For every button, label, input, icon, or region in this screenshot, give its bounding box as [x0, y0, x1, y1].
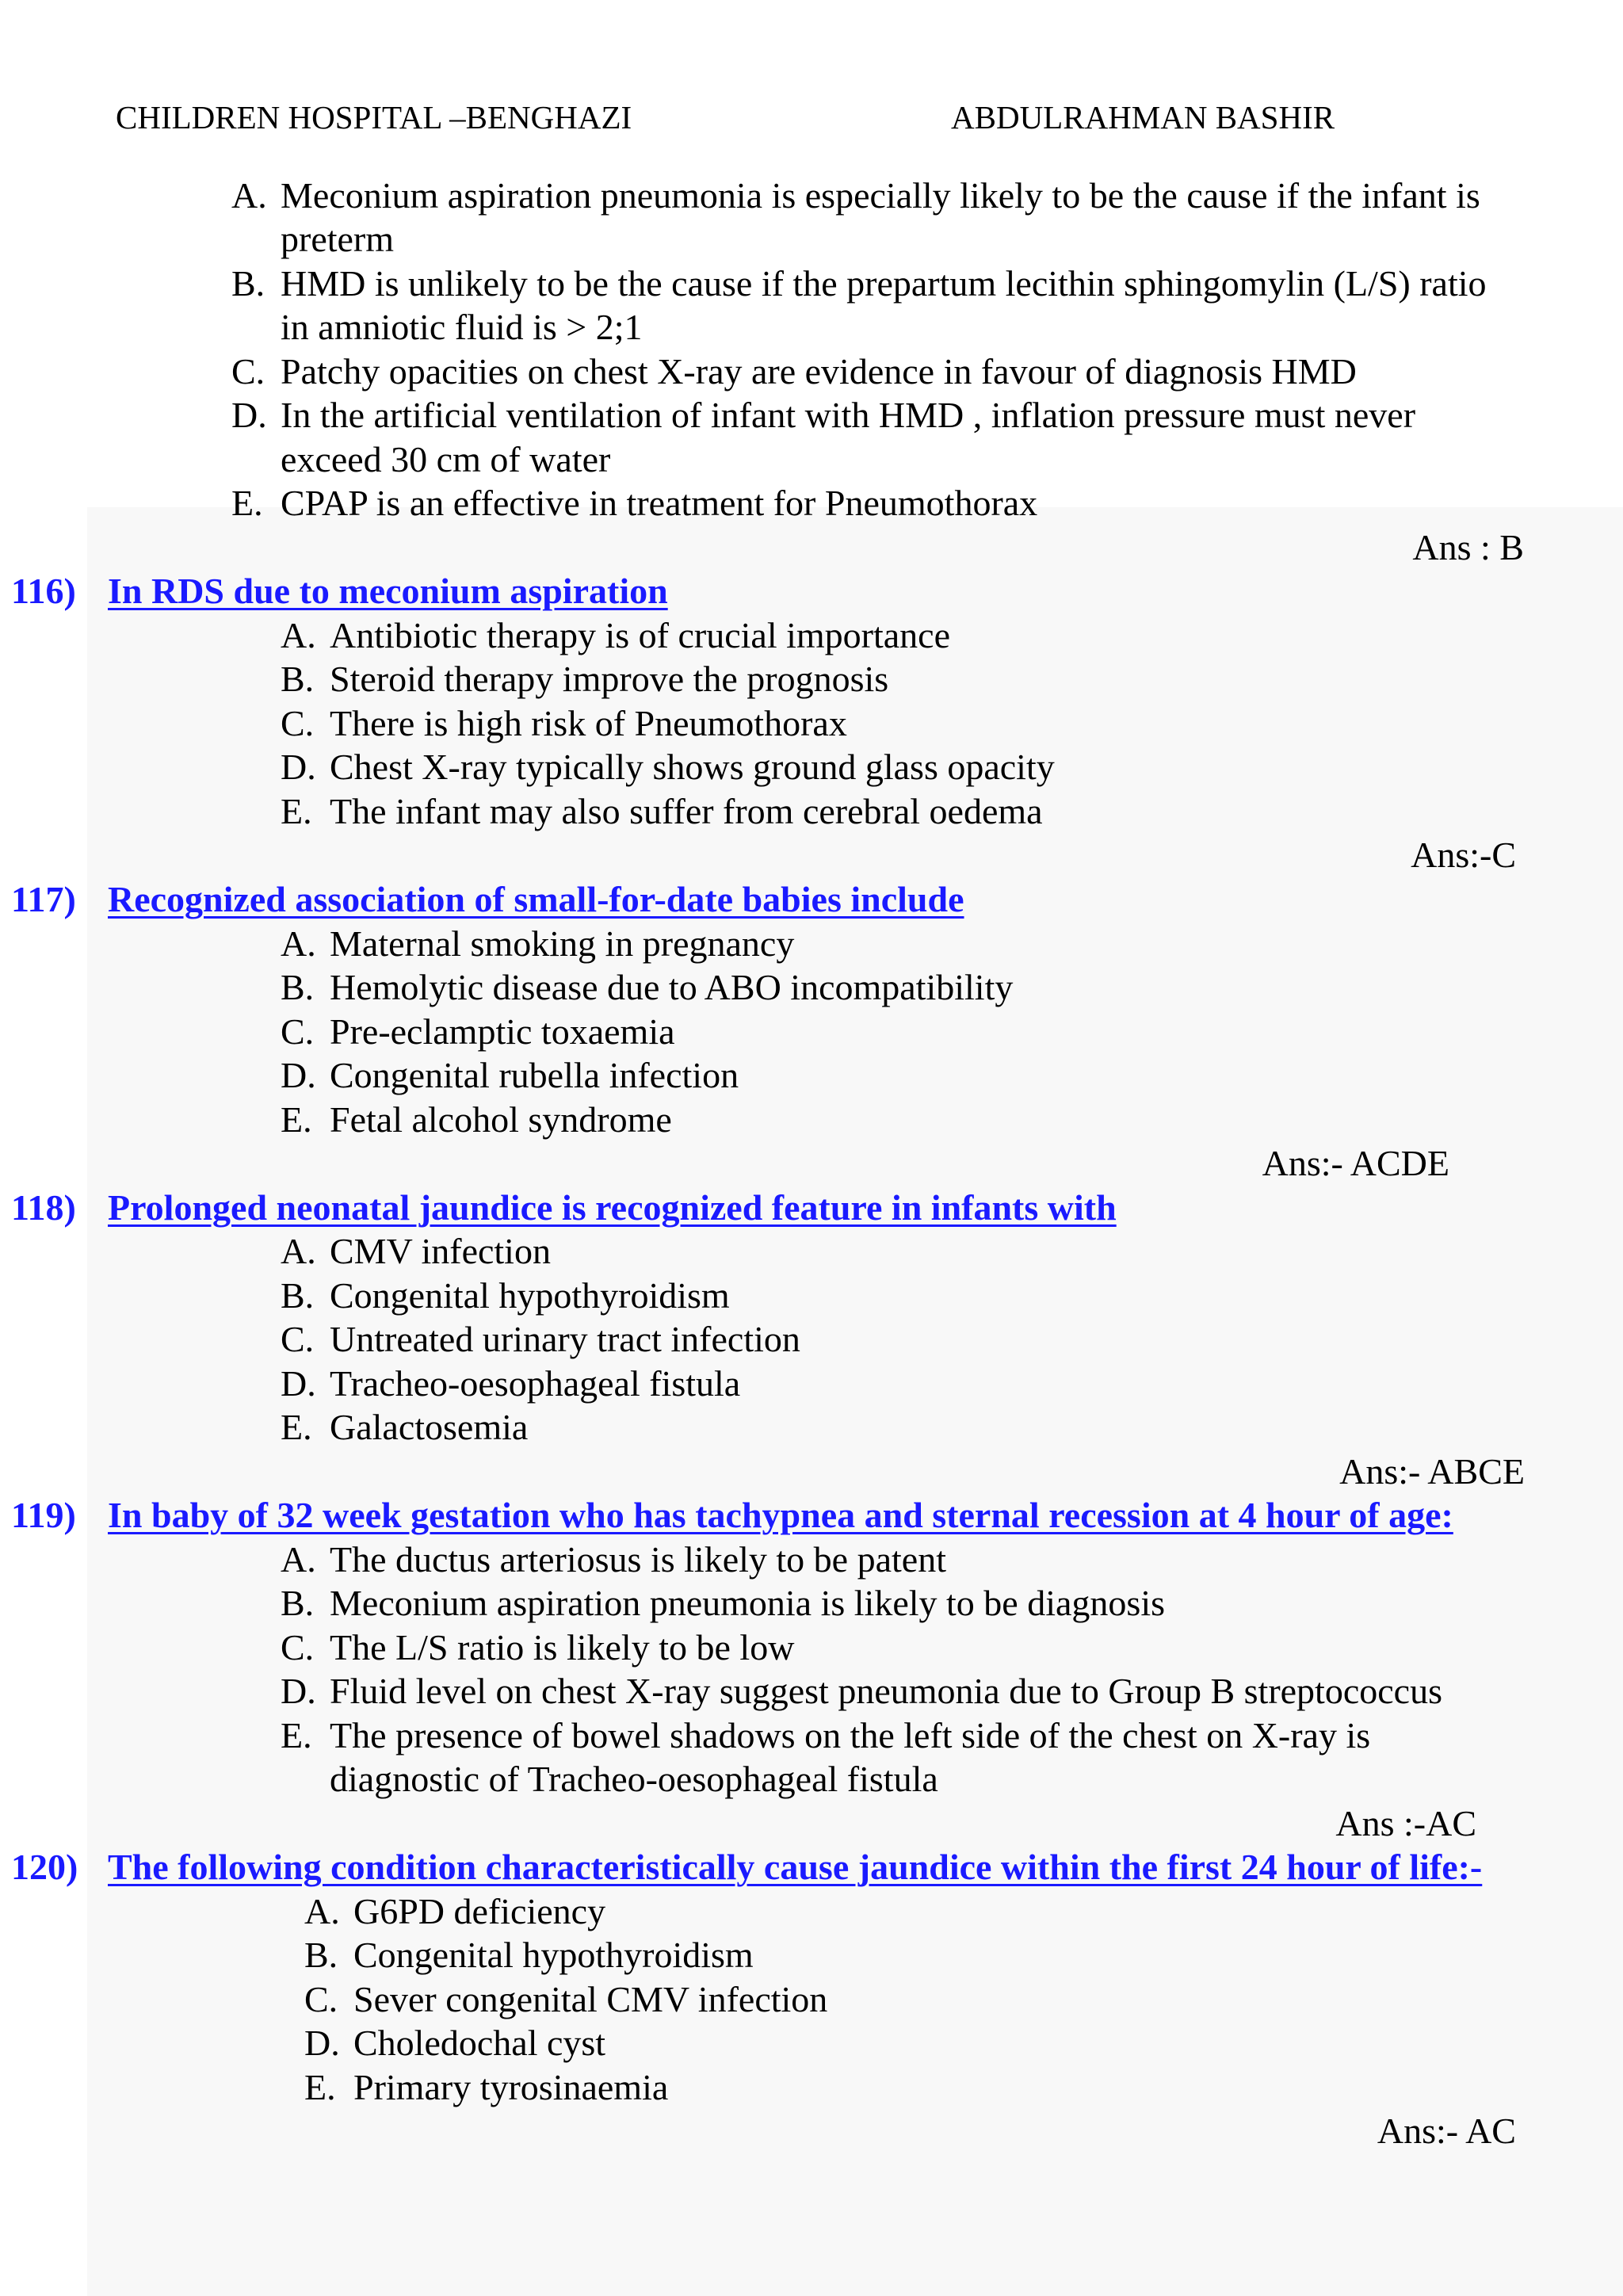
question-number: 120)	[11, 1847, 78, 1887]
option-text: The presence of bowel shadows on the left side of the chest on X-ray is	[330, 1715, 1371, 1755]
option-c	[281, 1010, 675, 1053]
answer-text: Ans :-AC	[1335, 1803, 1476, 1843]
option-text: The infant may also suffer from cerebral oedema	[330, 791, 1043, 831]
option-e	[281, 1405, 528, 1449]
option-letter: C.	[281, 703, 315, 743]
question-number: 118)	[11, 1187, 76, 1228]
option-text: The ductus arteriosus is likely to be patent	[330, 1539, 946, 1580]
option-letter: B.	[281, 659, 315, 699]
question-title: In RDS due to meconium aspiration	[108, 571, 668, 611]
option-b	[304, 1933, 754, 1977]
option-text: Patchy opacities on chest X-ray are evidence in favour of diagnosis HMD	[281, 351, 1357, 392]
option-letter: B.	[231, 263, 265, 304]
option-d	[281, 1053, 739, 1097]
option-e	[281, 1098, 672, 1141]
option-letter: E.	[304, 2067, 336, 2107]
option-text: Primary tyrosinaemia	[353, 2067, 669, 2107]
option-text: Galactosemia	[330, 1407, 529, 1447]
option-text: Meconium aspiration pneumonia is likely to be diagnosis	[330, 1583, 1166, 1623]
option-text: CPAP is an effective in treatment for Pneumothorax	[281, 483, 1038, 523]
option-text: Maternal smoking in pregnancy	[330, 923, 795, 964]
option-a	[281, 1538, 946, 1581]
option-letter: D.	[281, 1055, 316, 1095]
question-number: 117)	[11, 879, 76, 919]
option-letter: E.	[281, 1407, 312, 1447]
option-c	[281, 1626, 794, 1669]
option-letter: D.	[304, 2023, 340, 2063]
option-a	[281, 1229, 551, 1273]
option-text: Congenital hypothyroidism	[330, 1275, 730, 1316]
option-text: Hemolytic disease due to ABO incompatibility	[330, 967, 1014, 1007]
option-e	[281, 789, 1043, 833]
option-letter: A.	[281, 615, 316, 655]
option-text: Meconium aspiration pneumonia is especially likely to be the cause if the infant is	[281, 175, 1480, 216]
option-c	[281, 1317, 800, 1361]
option-text: Fluid level on chest X-ray suggest pneumonia due to Group B streptococcus	[330, 1671, 1442, 1711]
option-text: Steroid therapy improve the prognosis	[330, 659, 889, 699]
option-d	[304, 2021, 605, 2065]
option-letter: C.	[281, 1627, 315, 1668]
option-d	[281, 1362, 740, 1405]
question-title: The following condition characteristically cause jaundice within the first 24 hour of life:-	[108, 1847, 1483, 1887]
option-a	[231, 174, 1480, 217]
option-c	[231, 350, 1357, 393]
option-e	[281, 1713, 1370, 1757]
option-text: HMD is unlikely to be the cause if the prepartum lecithin sphingomylin (L/S) ratio	[281, 263, 1487, 304]
option-text: Congenital rubella infection	[330, 1055, 739, 1095]
option-continuation: in amniotic fluid is > 2;1	[281, 307, 643, 347]
option-text: Chest X-ray typically shows ground glass opacity	[330, 747, 1055, 787]
option-letter: D.	[281, 747, 316, 787]
option-e	[231, 481, 1037, 525]
option-text: Antibiotic therapy is of crucial importance	[330, 615, 951, 655]
option-text: Fetal alcohol syndrome	[330, 1099, 672, 1140]
option-e	[304, 2065, 668, 2109]
option-letter: B.	[281, 1583, 315, 1623]
option-b	[281, 965, 1013, 1009]
option-continuation: diagnostic of Tracheo-oesophageal fistula	[330, 1759, 938, 1799]
header-author: ABDULRAHMAN BASHIR	[951, 99, 1335, 136]
option-c	[304, 1977, 827, 2021]
option-continuation: exceed 30 cm of water	[281, 439, 611, 479]
answer-text: Ans:- ACDE	[1262, 1143, 1449, 1183]
option-d	[281, 745, 1055, 789]
option-text: Tracheo-oesophageal fistula	[330, 1363, 741, 1404]
option-text: The L/S ratio is likely to be low	[330, 1627, 795, 1668]
answer-text: Ans:- ABCE	[1339, 1451, 1525, 1492]
option-letter: D.	[281, 1671, 316, 1711]
option-b	[281, 657, 888, 701]
option-letter: A.	[231, 175, 267, 216]
question-number: 119)	[11, 1495, 76, 1535]
option-text: There is high risk of Pneumothorax	[330, 703, 847, 743]
option-b	[231, 262, 1487, 305]
option-letter: C.	[281, 1011, 315, 1052]
option-a	[281, 613, 950, 657]
option-a	[304, 1889, 605, 1933]
option-letter: B.	[304, 1935, 338, 1975]
option-d	[231, 393, 1415, 437]
option-b	[281, 1581, 1165, 1625]
option-text: Sever congenital CMV infection	[353, 1979, 828, 2019]
option-letter: E.	[281, 1715, 312, 1755]
option-text: G6PD deficiency	[353, 1891, 606, 1931]
option-letter: E.	[281, 791, 312, 831]
option-text: CMV infection	[330, 1231, 551, 1271]
option-continuation: preterm	[281, 219, 395, 259]
answer-text: Ans:-C	[1411, 835, 1516, 875]
option-letter: E.	[231, 483, 263, 523]
question-title: In baby of 32 week gestation who has tachypnea and sternal recession at 4 hour of age:	[108, 1495, 1453, 1535]
option-letter: A.	[281, 923, 316, 964]
option-letter: E.	[281, 1099, 312, 1140]
option-text: Choledochal cyst	[353, 2023, 606, 2063]
option-letter: D.	[231, 395, 267, 435]
option-letter: B.	[281, 967, 315, 1007]
option-text: In the artificial ventilation of infant with HMD , inflation pressure must never	[281, 395, 1416, 435]
header-hospital: CHILDREN HOSPITAL –BENGHAZI	[116, 99, 632, 136]
option-letter: A.	[304, 1891, 340, 1931]
option-text: Congenital hypothyroidism	[353, 1935, 754, 1975]
option-letter: A.	[281, 1231, 316, 1271]
option-c	[281, 701, 847, 745]
option-text: Untreated urinary tract infection	[330, 1319, 800, 1359]
question-number: 116)	[11, 571, 76, 611]
option-letter: C.	[304, 1979, 338, 2019]
option-text: Pre-eclamptic toxaemia	[330, 1011, 675, 1052]
option-letter: D.	[281, 1363, 316, 1404]
option-letter: C.	[231, 351, 265, 392]
option-d	[281, 1669, 1442, 1713]
option-letter: A.	[281, 1539, 316, 1580]
option-a	[281, 922, 794, 965]
question-title: Recognized association of small-for-date babies include	[108, 879, 964, 919]
option-letter: B.	[281, 1275, 315, 1316]
answer-text: Ans : B	[1412, 527, 1524, 567]
answer-text: Ans:- AC	[1377, 2111, 1516, 2151]
question-title: Prolonged neonatal jaundice is recognized feature in infants with	[108, 1187, 1117, 1228]
option-b	[281, 1274, 730, 1317]
option-letter: C.	[281, 1319, 315, 1359]
